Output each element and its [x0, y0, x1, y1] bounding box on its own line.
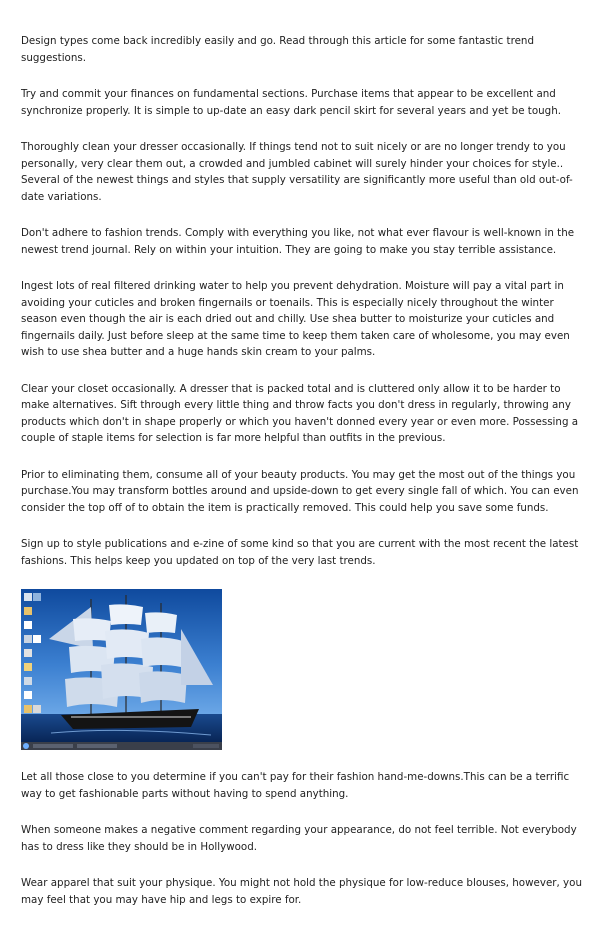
tall-ship-wallpaper-icon [21, 589, 222, 750]
start-button-icon [23, 743, 29, 749]
desktop-screenshot-image [21, 589, 222, 750]
paragraph-2: Try and commit your finances on fundamental sections. Purchase items that appear to be excellent and synchronize properly. It is simple to up-date an easy dark pencil skirt for several years and yet be tough. [21, 88, 562, 117]
article-body [21, 33, 587, 928]
paragraph-8: Sign up to style publications and e-zine of some kind so that you are current with the most recent the latest fashions. This helps keep you updated on top of the very last trends. [21, 538, 579, 567]
paragraph-3: Thoroughly clean your dresser occasionally. If things tend not to suit nicely or are no longer trendy to you personally, very clear them out, a crowded and jumbled cabinet will surely hinder your choices for style.. Several of the newest things and styles that supply versatility are significantly more useful than old out-of-date variations. [21, 141, 573, 203]
paragraph-9: Let all those close to you determine if you can't pay for their fashion hand-me-downs.This can be a terrific way to get fashionable parts without having to spend anything. [21, 771, 570, 800]
paragraph-10: When someone makes a negative comment regarding your appearance, do not feel terrible. Not everybody has to dress like they should be in Hollywood. [21, 824, 577, 853]
paragraph-11: Wear apparel that suit your physique. You might not hold the physique for low-reduce blouses, however, you may feel that you may have hip and legs to expire for. [21, 877, 582, 906]
paragraph-1: Design types come back incredibly easily and go. Read through this article for some fantastic trend suggestions. [21, 35, 534, 64]
paragraph-7: Prior to eliminating them, consume all of your beauty products. You may get the most out of the things you purchase.You may transform bottles around and upside-down to get every single fall of which. You can even consider the top off of to obtain the item is practically removed. This could help you save some funds. [21, 468, 579, 514]
paragraph-5: Ingest lots of real filtered drinking water to help you prevent dehydration. Moisture will pay a vital part in avoiding your cuticles and broken fingernails or toenails. This is especially nicely throughout the winter season even though the air is each dried out and chilly. Use shea butter to moisturize your cuticles and fingernails daily. Just before sleep at the same time to keep them taken care of wholesome, you may even wish to use shea butter and a huge hands skin cream to your palms. [21, 280, 570, 358]
paragraph-6: Clear your closet occasionally. A dresser that is packed total and is cluttered only allow it to be harder to make alternatives. Sift through every little thing and throw facts you don't dress in regularly, throwing any products which don't in shape properly or which you haven't donned every year or even more. Possessing a couple of staple items for selection is far more helpful than outfits in the previous. [21, 382, 579, 444]
paragraph-4: Don't adhere to fashion trends. Comply with everything you like, not what ever flavour is well-known in the newest trend journal. Rely on within your intuition. They are going to make you stay terrible assistance. [21, 227, 575, 256]
